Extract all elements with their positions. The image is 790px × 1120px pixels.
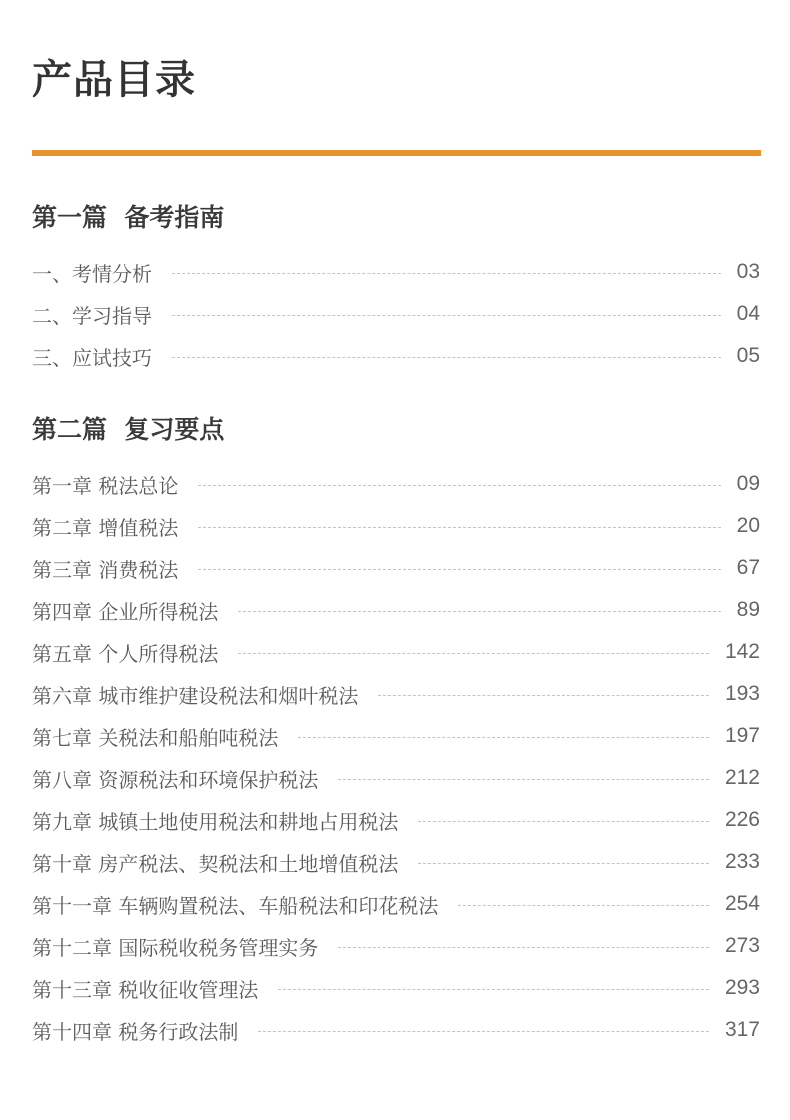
toc-entry-page: 317 (724, 1018, 760, 1041)
toc-entry-label: 第一章 税法总论 (32, 473, 179, 498)
toc-entry (32, 511, 760, 541)
toc-entry (32, 1015, 760, 1045)
toc-entry-label: 第十一章 车辆购置税法、车船税法和印花税法 (32, 893, 439, 918)
dotted-leader (258, 1031, 709, 1032)
toc-entry-label: 第四章 企业所得税法 (32, 599, 219, 624)
toc-entry-label: 第三章 消费税法 (32, 557, 179, 582)
toc-entry-page: 293 (724, 976, 760, 999)
dotted-leader (338, 779, 709, 780)
toc-entry-page: 233 (724, 850, 760, 873)
toc-entry-label: 第九章 城镇土地使用税法和耕地占用税法 (32, 809, 399, 834)
dotted-leader (172, 273, 721, 274)
toc-entry-page: 273 (724, 934, 760, 957)
toc-entry (32, 889, 760, 919)
toc-entry (32, 973, 760, 1003)
toc-entry-page: 142 (724, 640, 760, 663)
toc-entry-label: 第七章 关税法和船舶吨税法 (32, 725, 279, 750)
toc-entry (32, 595, 760, 625)
title-divider (32, 150, 761, 156)
toc-entry (32, 553, 760, 583)
toc-entry (32, 679, 760, 709)
toc-entry-page: 67 (736, 556, 760, 579)
dotted-leader (378, 695, 709, 696)
part-heading-2: 第二篇 复习要点 (32, 415, 225, 444)
toc-entry-page: 89 (736, 598, 760, 621)
toc-entry-page: 197 (724, 724, 760, 747)
toc-entry-page: 04 (736, 302, 760, 325)
toc-entry-label: 三、应试技巧 (32, 345, 152, 370)
toc-entry-label: 第二章 增值税法 (32, 515, 179, 540)
toc-entry (32, 931, 760, 961)
dotted-leader (198, 485, 720, 486)
toc-entry (32, 299, 760, 329)
toc-entry (32, 469, 760, 499)
dotted-leader (278, 989, 709, 990)
dotted-leader (238, 611, 720, 612)
toc-entry-page: 193 (724, 682, 760, 705)
dotted-leader (338, 947, 709, 948)
toc-entry-label: 一、考情分析 (32, 261, 152, 286)
toc-entry (32, 341, 760, 371)
dotted-leader (198, 569, 720, 570)
toc-entry-label: 第五章 个人所得税法 (32, 641, 219, 666)
toc-entry-label: 第八章 资源税法和环境保护税法 (32, 767, 319, 792)
toc-entry (32, 847, 760, 877)
dotted-leader (298, 737, 709, 738)
toc-entry (32, 257, 760, 287)
toc-entry-page: 20 (736, 514, 760, 537)
dotted-leader (238, 653, 709, 654)
toc-entry-label: 第十章 房产税法、契税法和土地增值税法 (32, 851, 399, 876)
toc-entry-page: 05 (736, 344, 760, 367)
toc-entry (32, 721, 760, 751)
toc-entry-page: 03 (736, 260, 760, 283)
dotted-leader (418, 863, 709, 864)
toc-entry-page: 254 (724, 892, 760, 915)
toc-entry (32, 637, 760, 667)
part-heading-1: 第一篇 备考指南 (32, 203, 225, 232)
toc-entry-label: 第六章 城市维护建设税法和烟叶税法 (32, 683, 359, 708)
dotted-leader (172, 315, 721, 316)
toc-entry-label: 第十四章 税务行政法制 (32, 1019, 239, 1044)
toc-entry-page: 09 (736, 472, 760, 495)
toc-entry (32, 805, 760, 835)
toc-entry-page: 226 (724, 808, 760, 831)
toc-entry-label: 第十三章 税收征收管理法 (32, 977, 259, 1002)
dotted-leader (418, 821, 709, 822)
dotted-leader (458, 905, 709, 906)
toc-entry-label: 二、学习指导 (32, 303, 152, 328)
dotted-leader (198, 527, 720, 528)
toc-entry-label: 第十二章 国际税收税务管理实务 (32, 935, 319, 960)
toc-entry (32, 763, 760, 793)
toc-entry-page: 212 (724, 766, 760, 789)
dotted-leader (172, 357, 721, 358)
page-title: 产品目录 (32, 57, 196, 103)
